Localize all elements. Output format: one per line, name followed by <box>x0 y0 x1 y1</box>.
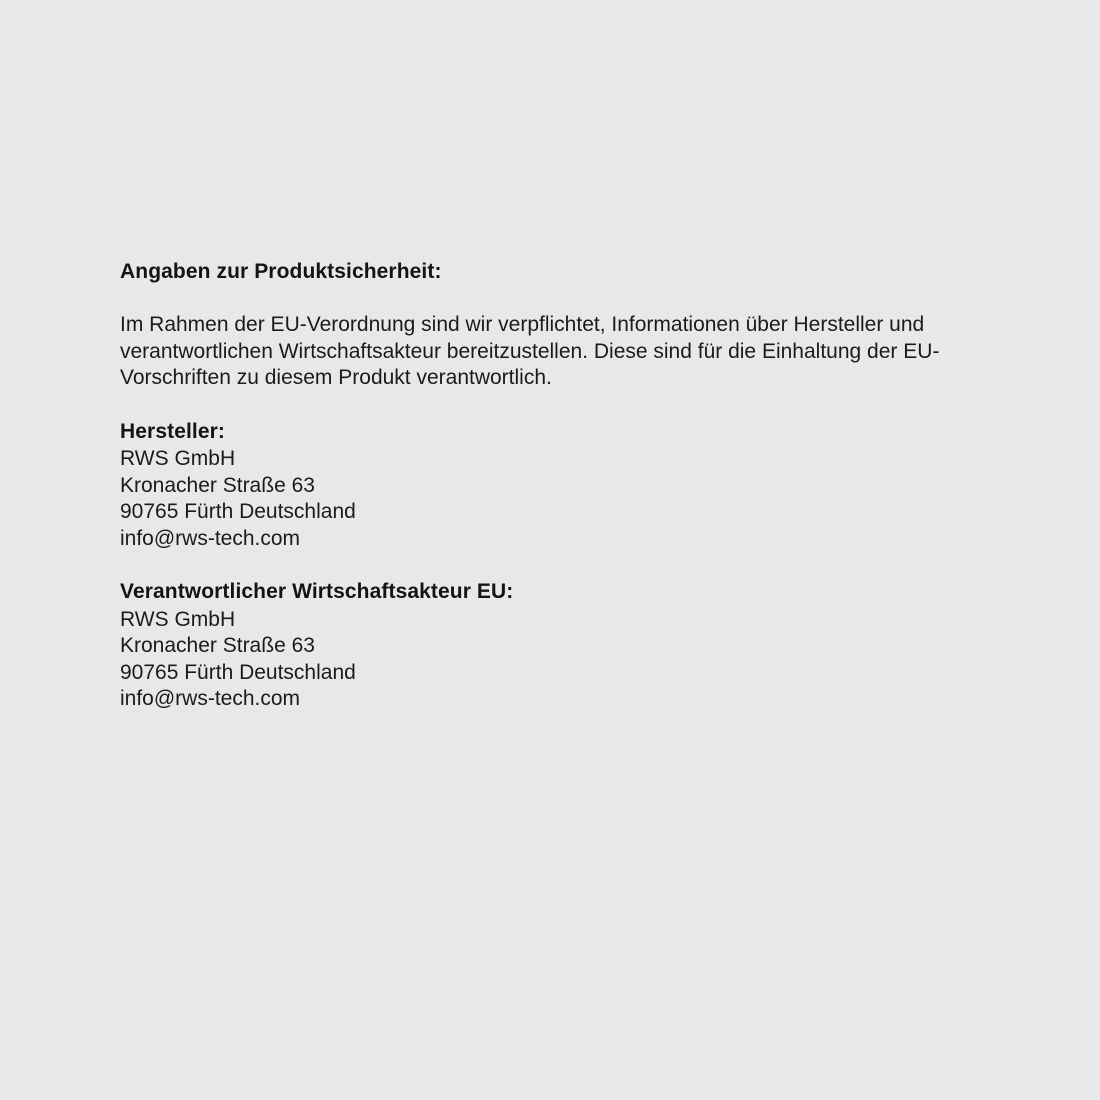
manufacturer-section <box>120 418 980 552</box>
responsible-operator-section <box>120 578 980 712</box>
manufacturer-heading: Hersteller: <box>120 419 225 443</box>
address-line: 90765 Fürth Deutschland <box>120 500 356 524</box>
address-line: Kronacher Straße 63 <box>120 473 315 497</box>
address-line: 90765 Fürth Deutschland <box>120 660 356 684</box>
address-email: info@rws-tech.com <box>120 526 301 550</box>
spacer <box>120 286 980 312</box>
document-content <box>120 258 980 713</box>
address-line: RWS GmbH <box>120 447 236 471</box>
address-line: RWS GmbH <box>120 607 236 631</box>
address-line: Kronacher Straße 63 <box>120 634 315 658</box>
responsible-operator-heading: Verantwortlicher Wirtschaftsakteur EU: <box>120 580 514 604</box>
address-email: info@rws-tech.com <box>120 687 301 711</box>
intro-paragraph: Im Rahmen der EU-Verordnung sind wir verpflichtet, Informationen über Hersteller und verantwortlichen Wirtschaftsakteur bereitzustellen. Diese sind für die Einhaltung der EU-Vorschriften zu diesem Produkt verantwortlich. <box>120 313 940 390</box>
manufacturer-address <box>120 446 980 552</box>
responsible-operator-address <box>120 607 980 713</box>
page-title: Angaben zur Produktsicherheit: <box>120 260 442 283</box>
